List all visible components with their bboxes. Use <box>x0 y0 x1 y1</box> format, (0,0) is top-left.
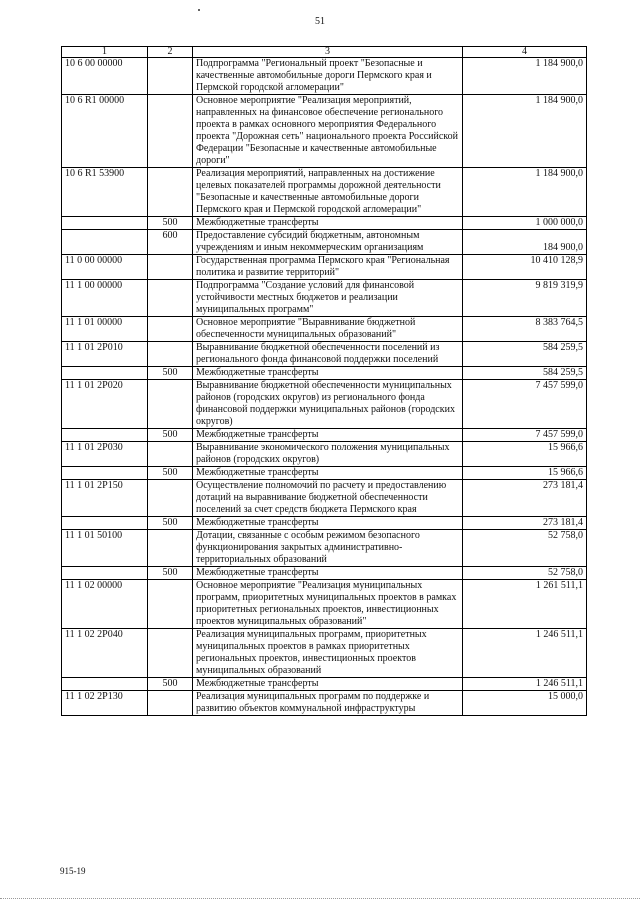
table-row <box>62 58 587 95</box>
table-row <box>62 367 587 380</box>
table-row <box>62 280 587 317</box>
expense-type-cell: 600 <box>148 230 193 255</box>
name-cell: Выравнивание бюджетной обеспеченности муниципальных районов (городских округов) из регионального фонда финансовой поддержки муниципальных районов (городских округов) <box>193 380 463 429</box>
code-cell <box>62 429 148 442</box>
header-col-3: 3 <box>193 47 463 58</box>
table-row <box>62 629 587 678</box>
table-row <box>62 380 587 429</box>
amount-cell: 7 457 599,0 <box>463 380 587 429</box>
expense-type-cell <box>148 442 193 467</box>
expense-type-cell <box>148 691 193 716</box>
amount-cell: 184 900,0 <box>463 230 587 255</box>
name-cell: Межбюджетные трансферты <box>193 678 463 691</box>
expense-type-cell: 500 <box>148 217 193 230</box>
code-cell <box>62 217 148 230</box>
expense-type-cell <box>148 317 193 342</box>
table-row <box>62 530 587 567</box>
table-row <box>62 342 587 367</box>
amount-cell: 52 758,0 <box>463 567 587 580</box>
code-cell: 11 1 02 2P040 <box>62 629 148 678</box>
amount-cell: 8 383 764,5 <box>463 317 587 342</box>
expense-type-cell <box>148 530 193 567</box>
amount-cell: 1 246 511,1 <box>463 678 587 691</box>
name-cell: Реализация мероприятий, направленных на достижение целевых показателей программы дорожной деятельности "Безопасные и качественные автомобильные дороги Пермского края и Пермской городской агломерации" <box>193 168 463 217</box>
bottom-rule <box>0 898 640 900</box>
code-cell: 11 1 01 50100 <box>62 530 148 567</box>
code-cell: 11 1 02 00000 <box>62 580 148 629</box>
name-cell: Межбюджетные трансферты <box>193 517 463 530</box>
table-row <box>62 317 587 342</box>
amount-cell: 1 184 900,0 <box>463 168 587 217</box>
table-row <box>62 467 587 480</box>
name-cell: Подпрограмма "Региональный проект "Безопасные и качественные автомобильные дороги Пермского края и Пермской городской агломерации" <box>193 58 463 95</box>
amount-cell: 7 457 599,0 <box>463 429 587 442</box>
amount-cell: 15 966,6 <box>463 442 587 467</box>
name-cell: Реализация муниципальных программ, приоритетных муниципальных проектов в рамках приоритетных региональных проектов, инвестиционных проектов муниципальных образований <box>193 629 463 678</box>
name-cell: Межбюджетные трансферты <box>193 567 463 580</box>
expense-type-cell <box>148 95 193 168</box>
header-col-1: 1 <box>62 47 148 58</box>
expense-type-cell: 500 <box>148 429 193 442</box>
code-cell: 11 1 01 2P010 <box>62 342 148 367</box>
amount-cell: 1 246 511,1 <box>463 629 587 678</box>
page-number: 51 <box>315 16 325 27</box>
name-cell: Подпрограмма "Создание условий для финансовой устойчивости местных бюджетов и реализации муниципальных программ" <box>193 280 463 317</box>
table-row <box>62 255 587 280</box>
name-cell: Предоставление субсидий бюджетным, автономным учреждениям и иным некоммерческим организациям <box>193 230 463 255</box>
amount-cell: 273 181,4 <box>463 480 587 517</box>
expense-type-cell <box>148 342 193 367</box>
name-cell: Реализация муниципальных программ по поддержке и развитию объектов коммунальной инфраструктуры <box>193 691 463 716</box>
amount-cell: 584 259,5 <box>463 367 587 380</box>
code-cell <box>62 678 148 691</box>
name-cell: Выравнивание бюджетной обеспеченности поселений из регионального фонда финансовой поддержки поселений <box>193 342 463 367</box>
name-cell: Межбюджетные трансферты <box>193 429 463 442</box>
amount-cell: 9 819 319,9 <box>463 280 587 317</box>
table-row <box>62 580 587 629</box>
amount-cell: 10 410 128,9 <box>463 255 587 280</box>
amount-cell: 1 184 900,0 <box>463 58 587 95</box>
footer-code: 915-19 <box>60 866 86 876</box>
name-cell: Основное мероприятие "Реализация муниципальных программ, приоритетных муниципальных проектов в рамках приоритетных региональных проектов, инвестиционных проектов муниципальных образований" <box>193 580 463 629</box>
code-cell <box>62 230 148 255</box>
code-cell: 11 1 01 2P030 <box>62 442 148 467</box>
amount-cell: 1 261 511,1 <box>463 580 587 629</box>
code-cell: 11 1 02 2P130 <box>62 691 148 716</box>
name-cell: Межбюджетные трансферты <box>193 467 463 480</box>
amount-cell: 584 259,5 <box>463 342 587 367</box>
table-row <box>62 442 587 467</box>
code-cell <box>62 467 148 480</box>
expense-type-cell <box>148 629 193 678</box>
amount-cell: 15 000,0 <box>463 691 587 716</box>
name-cell: Осуществление полномочий по расчету и предоставлению дотаций на выравнивание бюджетной обеспеченности поселений за счет средств бюджета Пермского края <box>193 480 463 517</box>
name-cell: Выравнивание экономического положения муниципальных районов (городских округов) <box>193 442 463 467</box>
scan-speck <box>198 9 200 11</box>
amount-cell: 52 758,0 <box>463 530 587 567</box>
amount-cell: 15 966,6 <box>463 467 587 480</box>
code-cell: 10 6 R1 00000 <box>62 95 148 168</box>
code-cell: 10 6 R1 53900 <box>62 168 148 217</box>
table-row <box>62 517 587 530</box>
amount-cell: 273 181,4 <box>463 517 587 530</box>
code-cell <box>62 567 148 580</box>
expense-type-cell <box>148 58 193 95</box>
table-row <box>62 168 587 217</box>
table-row <box>62 230 587 255</box>
name-cell: Основное мероприятие "Реализация мероприятий, направленных на финансовое обеспечение регионального проекта в рамках основного мероприятия Федерального проекта "Дорожная сеть" национального проекта Российской Федерации "Безопасные и качественные автомобильные дороги" <box>193 95 463 168</box>
name-cell: Государственная программа Пермского края "Региональная политика и развитие территорий" <box>193 255 463 280</box>
name-cell: Межбюджетные трансферты <box>193 367 463 380</box>
code-cell: 11 1 00 00000 <box>62 280 148 317</box>
budget-table <box>61 46 587 716</box>
table-row <box>62 691 587 716</box>
amount-cell: 1 184 900,0 <box>463 95 587 168</box>
name-cell: Дотации, связанные с особым режимом безопасного функционирования закрытых административно-территориальных образований <box>193 530 463 567</box>
expense-type-cell <box>148 380 193 429</box>
table-row <box>62 567 587 580</box>
expense-type-cell: 500 <box>148 517 193 530</box>
code-cell: 11 0 00 00000 <box>62 255 148 280</box>
expense-type-cell: 500 <box>148 567 193 580</box>
expense-type-cell: 500 <box>148 467 193 480</box>
header-col-2: 2 <box>148 47 193 58</box>
expense-type-cell: 500 <box>148 367 193 380</box>
code-cell: 11 1 01 00000 <box>62 317 148 342</box>
expense-type-cell <box>148 255 193 280</box>
table-row <box>62 480 587 517</box>
expense-type-cell: 500 <box>148 678 193 691</box>
header-col-4: 4 <box>463 47 587 58</box>
expense-type-cell <box>148 168 193 217</box>
name-cell: Межбюджетные трансферты <box>193 217 463 230</box>
code-cell: 11 1 01 2P020 <box>62 380 148 429</box>
code-cell <box>62 517 148 530</box>
amount-cell: 1 000 000,0 <box>463 217 587 230</box>
table-row <box>62 217 587 230</box>
table-row <box>62 429 587 442</box>
name-cell: Основное мероприятие "Выравнивание бюджетной обеспеченности муниципальных образований" <box>193 317 463 342</box>
code-cell: 10 6 00 00000 <box>62 58 148 95</box>
code-cell: 11 1 01 2P150 <box>62 480 148 517</box>
expense-type-cell <box>148 280 193 317</box>
table-header-row <box>62 47 587 58</box>
expense-type-cell <box>148 580 193 629</box>
expense-type-cell <box>148 480 193 517</box>
table-row <box>62 678 587 691</box>
table-body <box>62 58 587 716</box>
code-cell <box>62 367 148 380</box>
table-row <box>62 95 587 168</box>
